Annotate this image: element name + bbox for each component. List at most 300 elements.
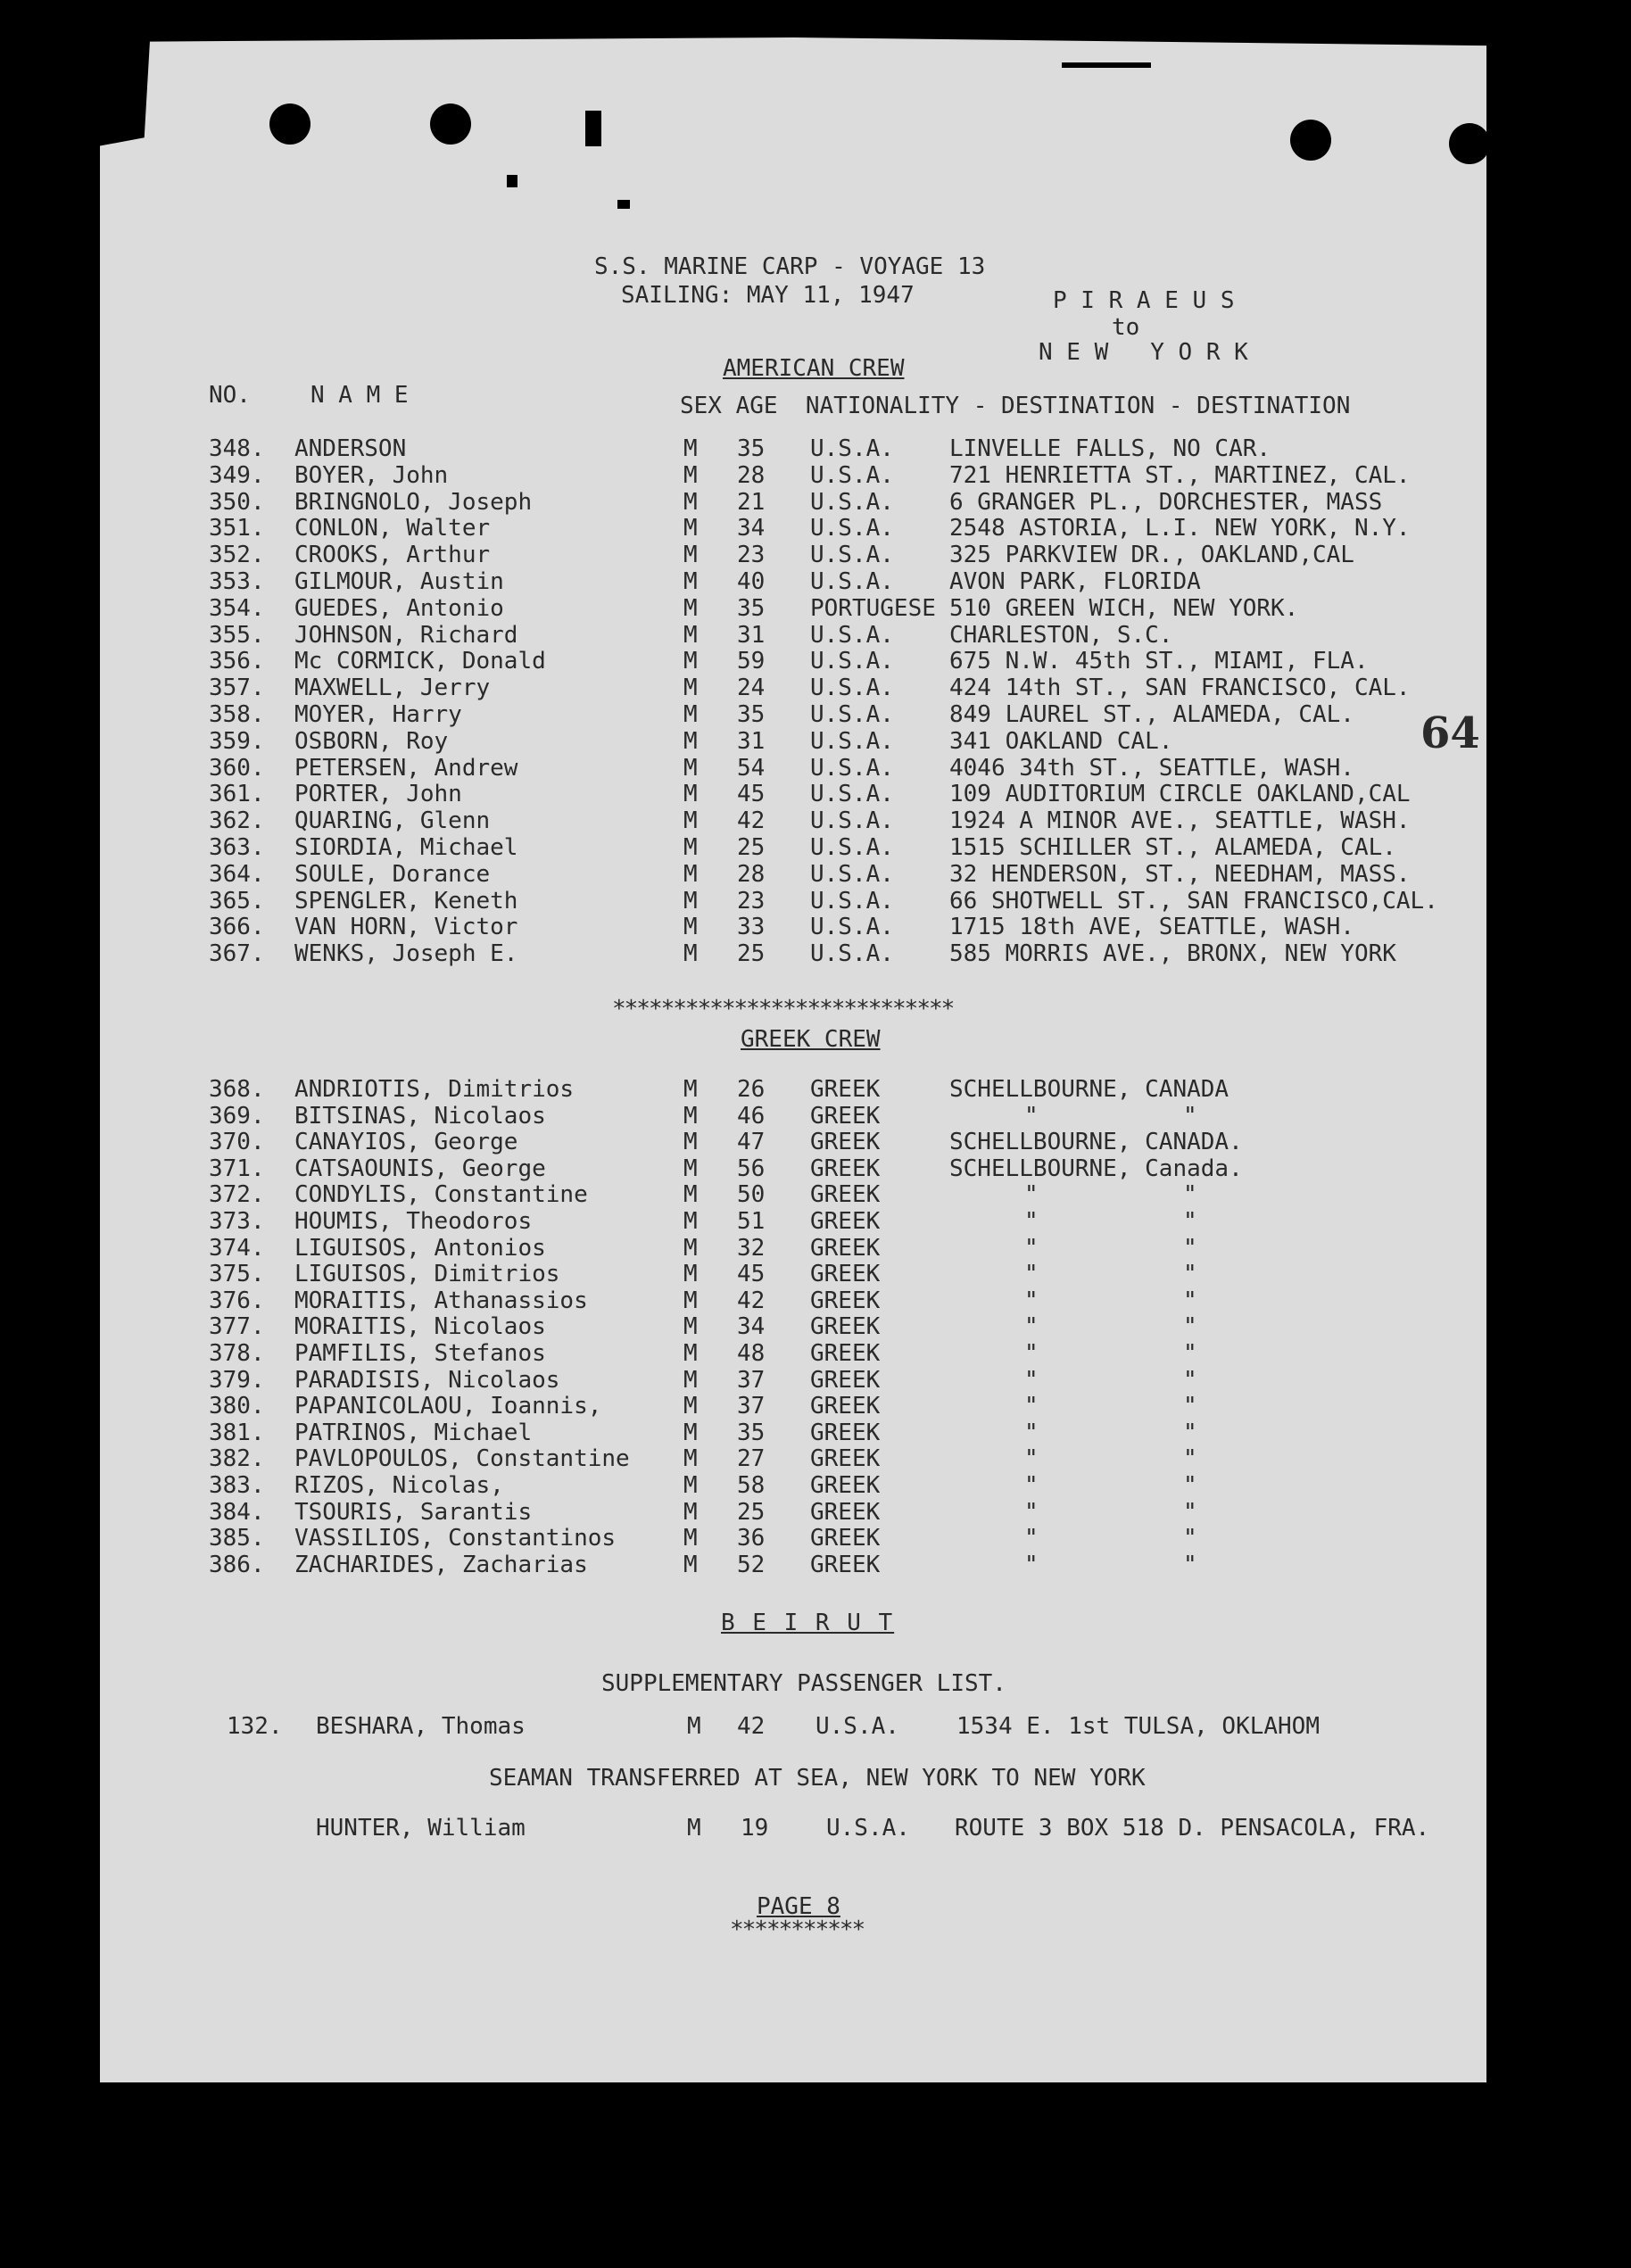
crew-destination: SCHELLBOURNE, CANADA: [949, 1076, 1229, 1103]
crew-destination-ditto: ": [1183, 1287, 1197, 1314]
crew-sex: M: [683, 435, 698, 462]
crew-no: 385.: [209, 1525, 265, 1552]
crew-sex: M: [683, 461, 698, 489]
crew-age: 31: [737, 621, 766, 649]
crew-sex: M: [683, 1525, 698, 1552]
crew-age: 33: [737, 914, 766, 941]
table-row: [0, 1445, 1631, 1472]
table-row: [0, 1076, 1631, 1103]
table-row: [0, 1155, 1631, 1182]
route-destination: N E W Y O R K: [1039, 339, 1248, 366]
crew-name: CONLON, Walter: [294, 515, 491, 542]
table-row: [0, 1393, 1631, 1420]
crew-destination: 66 SHOTWELL ST., SAN FRANCISCO,CAL.: [949, 887, 1438, 915]
crew-nationality: U.S.A.: [810, 461, 894, 489]
crew-nationality: U.S.A.: [810, 727, 894, 755]
crew-sex: M: [683, 1129, 698, 1156]
crew-sex: M: [683, 940, 698, 968]
table-row: [0, 1367, 1631, 1394]
crew-no: 365.: [209, 887, 265, 915]
crew-age: 35: [737, 594, 766, 622]
crew-nationality: U.S.A.: [810, 568, 894, 595]
crew-name: CONDYLIS, Constantine: [294, 1181, 588, 1209]
crew-no: 360.: [209, 754, 265, 782]
passenger-nationality: U.S.A.: [816, 1713, 899, 1740]
crew-age: 25: [737, 834, 766, 861]
ink-mark: [1062, 62, 1151, 68]
crew-sex: M: [683, 1498, 698, 1526]
crew-name: PARADISIS, Nicolaos: [294, 1366, 560, 1394]
crew-destination-ditto: ": [1024, 1393, 1039, 1420]
crew-destination: 6 GRANGER PL., DORCHESTER, MASS: [949, 488, 1383, 516]
crew-name: ANDERSON: [294, 435, 407, 462]
crew-destination-ditto: ": [1024, 1340, 1039, 1367]
crew-no: 350.: [209, 488, 265, 516]
crew-age: 42: [737, 1287, 766, 1314]
sailing-date-line: SAILING: MAY 11, 1947: [621, 282, 915, 309]
crew-nationality: U.S.A.: [810, 515, 894, 542]
crew-age: 51: [737, 1208, 766, 1235]
passenger-no: 132.: [227, 1713, 283, 1740]
page-label: PAGE 8: [757, 1893, 840, 1920]
table-row: [0, 888, 1631, 915]
crew-age: 35: [737, 435, 766, 462]
greek-crew-title: GREEK CREW: [741, 1026, 881, 1053]
crew-nationality: U.S.A.: [810, 914, 894, 941]
crew-nationality: GREEK: [810, 1340, 881, 1367]
crew-destination: SCHELLBOURNE, CANADA.: [949, 1129, 1243, 1156]
crew-no: 378.: [209, 1340, 265, 1367]
crew-no: 382.: [209, 1445, 265, 1473]
passenger-age: 42: [737, 1713, 766, 1740]
crew-destination-ditto: ": [1183, 1181, 1197, 1209]
beirut-title: B E I R U T: [721, 1610, 895, 1636]
crew-sex: M: [683, 914, 698, 941]
crew-name: BRINGNOLO, Joseph: [294, 488, 533, 516]
crew-nationality: U.S.A.: [810, 940, 894, 968]
crew-name: ANDRIOTIS, Dimitrios: [294, 1076, 575, 1103]
crew-destination-ditto: ": [1183, 1340, 1197, 1367]
crew-sex: M: [683, 621, 698, 649]
table-row: [0, 1499, 1631, 1526]
crew-destination-ditto: ": [1024, 1551, 1039, 1578]
table-row: [0, 834, 1631, 861]
crew-age: 31: [737, 727, 766, 755]
crew-sex: M: [683, 1076, 698, 1103]
crew-destination-ditto: ": [1024, 1181, 1039, 1209]
crew-destination: CHARLESTON, S.C.: [949, 621, 1173, 649]
column-header-no: NO.: [209, 382, 251, 409]
crew-no: 351.: [209, 515, 265, 542]
crew-sex: M: [683, 1419, 698, 1446]
crew-age: 25: [737, 940, 766, 968]
crew-no: 374.: [209, 1234, 265, 1262]
crew-sex: M: [683, 1102, 698, 1130]
crew-sex: M: [683, 675, 698, 702]
crew-destination-ditto: ": [1183, 1472, 1197, 1499]
punch-hole: [269, 103, 310, 145]
table-row: [0, 1261, 1631, 1287]
crew-age: 40: [737, 568, 766, 595]
crew-destination: 341 OAKLAND CAL.: [949, 727, 1173, 755]
crew-no: 376.: [209, 1287, 265, 1314]
crew-age: 35: [737, 1419, 766, 1446]
crew-nationality: GREEK: [810, 1076, 881, 1103]
crew-nationality: GREEK: [810, 1498, 881, 1526]
crew-destination: 1515 SCHILLER ST., ALAMEDA, CAL.: [949, 834, 1396, 861]
crew-destination: 510 GREEN WICH, NEW YORK.: [949, 594, 1299, 622]
crew-sex: M: [683, 1155, 698, 1182]
crew-destination: LINVELLE FALLS, NO CAR.: [949, 435, 1271, 462]
supplementary-list-title: SUPPLEMENTARY PASSENGER LIST.: [601, 1670, 1006, 1697]
crew-destination: 2548 ASTORIA, L.I. NEW YORK, N.Y.: [949, 515, 1411, 542]
crew-destination-ditto: ": [1183, 1498, 1197, 1526]
crew-name: SIORDIA, Michael: [294, 834, 518, 861]
crew-name: LIGUISOS, Antonios: [294, 1234, 546, 1262]
crew-name: CATSAOUNIS, George: [294, 1155, 546, 1182]
crew-sex: M: [683, 754, 698, 782]
crew-sex: M: [683, 1234, 698, 1262]
crew-no: 348.: [209, 435, 265, 462]
crew-no: 372.: [209, 1181, 265, 1209]
crew-age: 45: [737, 781, 766, 808]
crew-destination: 32 HENDERSON, ST., NEEDHAM, MASS.: [949, 860, 1411, 888]
table-row: [0, 781, 1631, 807]
crew-destination-ditto: ": [1183, 1525, 1197, 1552]
crew-no: 353.: [209, 568, 265, 595]
crew-nationality: GREEK: [810, 1234, 881, 1262]
table-row: [0, 1287, 1631, 1314]
crew-name: MORAITIS, Nicolaos: [294, 1313, 546, 1341]
section-separator: ****************************: [612, 996, 954, 1022]
crew-sex: M: [683, 1287, 698, 1314]
crew-sex: M: [683, 515, 698, 542]
crew-name: PORTER, John: [294, 781, 462, 808]
crew-name: MOYER, Harry: [294, 701, 462, 728]
crew-nationality: U.S.A.: [810, 754, 894, 782]
passenger-sex: M: [687, 1713, 701, 1740]
crew-sex: M: [683, 887, 698, 915]
crew-destination: AVON PARK, FLORIDA: [949, 568, 1201, 595]
crew-destination-ditto: ": [1183, 1102, 1197, 1130]
crew-nationality: GREEK: [810, 1208, 881, 1235]
crew-age: 56: [737, 1155, 766, 1182]
table-row: [0, 914, 1631, 940]
crew-destination-ditto: ": [1183, 1313, 1197, 1341]
crew-name: QUARING, Glenn: [294, 807, 491, 835]
crew-destination-ditto: ": [1183, 1234, 1197, 1262]
table-row: [0, 1129, 1631, 1155]
crew-destination: 585 MORRIS AVE., BRONX, NEW YORK: [949, 940, 1396, 968]
passenger-name: BESHARA, Thomas: [316, 1713, 526, 1740]
crew-name: PAVLOPOULOS, Constantine: [294, 1445, 630, 1473]
footer-stars: ***********: [730, 1916, 865, 1943]
crew-nationality: U.S.A.: [810, 834, 894, 861]
table-row: [0, 701, 1631, 728]
crew-nationality: GREEK: [810, 1287, 881, 1314]
crew-age: 48: [737, 1340, 766, 1367]
crew-nationality: U.S.A.: [810, 621, 894, 649]
crew-no: 379.: [209, 1366, 265, 1394]
crew-name: SOULE, Dorance: [294, 860, 491, 888]
crew-destination: 325 PARKVIEW DR., OAKLAND,CAL: [949, 542, 1354, 569]
crew-name: VASSILIOS, Constantinos: [294, 1525, 617, 1552]
crew-no: 383.: [209, 1472, 265, 1499]
route-origin: P I R A E U S: [1053, 287, 1235, 314]
crew-no: 369.: [209, 1102, 265, 1130]
punch-hole: [1290, 120, 1331, 161]
table-row: [0, 435, 1631, 462]
crew-name: WENKS, Joseph E.: [294, 940, 518, 968]
crew-destination-ditto: ": [1183, 1208, 1197, 1235]
table-row: [0, 542, 1631, 568]
crew-age: 28: [737, 461, 766, 489]
crew-sex: M: [683, 1208, 698, 1235]
ink-mark: [507, 175, 517, 187]
crew-no: 367.: [209, 940, 265, 968]
crew-destination: 4046 34th ST., SEATTLE, WASH.: [949, 754, 1354, 782]
table-row: [0, 1525, 1631, 1552]
punch-hole: [1449, 123, 1490, 164]
table-row: [0, 1552, 1631, 1578]
crew-age: 27: [737, 1445, 766, 1473]
crew-destination-ditto: ": [1024, 1445, 1039, 1473]
table-row: [0, 1235, 1631, 1262]
table-row: [0, 1208, 1631, 1235]
crew-name: GILMOUR, Austin: [294, 568, 504, 595]
crew-no: 354.: [209, 594, 265, 622]
table-row: [0, 622, 1631, 649]
crew-no: 366.: [209, 914, 265, 941]
crew-sex: M: [683, 594, 698, 622]
crew-no: 358.: [209, 701, 265, 728]
crew-age: 34: [737, 1313, 766, 1341]
crew-no: 359.: [209, 727, 265, 755]
crew-name: ZACHARIDES, Zacharias: [294, 1551, 588, 1578]
crew-sex: M: [683, 1551, 698, 1578]
table-row: [0, 861, 1631, 888]
crew-no: 362.: [209, 807, 265, 835]
crew-no: 349.: [209, 461, 265, 489]
crew-age: 37: [737, 1393, 766, 1420]
crew-destination-ditto: ": [1024, 1313, 1039, 1341]
crew-nationality: GREEK: [810, 1313, 881, 1341]
crew-nationality: GREEK: [810, 1393, 881, 1420]
crew-destination-ditto: ": [1024, 1261, 1039, 1288]
crew-sex: M: [683, 1472, 698, 1499]
crew-age: 58: [737, 1472, 766, 1499]
crew-destination: 1715 18th AVE, SEATTLE, WASH.: [949, 914, 1354, 941]
passenger-nationality: U.S.A.: [826, 1815, 910, 1842]
crew-sex: M: [683, 807, 698, 835]
crew-destination-ditto: ": [1024, 1366, 1039, 1394]
crew-nationality: GREEK: [810, 1525, 881, 1552]
crew-age: 50: [737, 1181, 766, 1209]
passenger-destination: ROUTE 3 BOX 518 D. PENSACOLA, FRA.: [955, 1815, 1430, 1842]
crew-no: 373.: [209, 1208, 265, 1235]
crew-name: OSBORN, Roy: [294, 727, 449, 755]
crew-name: VAN HORN, Victor: [294, 914, 518, 941]
crew-no: 357.: [209, 675, 265, 702]
crew-nationality: GREEK: [810, 1129, 881, 1156]
table-row: [0, 755, 1631, 782]
crew-nationality: U.S.A.: [810, 701, 894, 728]
crew-no: 381.: [209, 1419, 265, 1446]
crew-destination-ditto: ": [1024, 1287, 1039, 1314]
crew-name: GUEDES, Antonio: [294, 594, 504, 622]
table-row: [0, 728, 1631, 755]
table-row: [0, 807, 1631, 834]
crew-nationality: GREEK: [810, 1102, 881, 1130]
crew-destination-ditto: ": [1024, 1102, 1039, 1130]
crew-destination: 424 14th ST., SAN FRANCISCO, CAL.: [949, 675, 1411, 702]
crew-destination-ditto: ": [1024, 1234, 1039, 1262]
passenger-destination: 1534 E. 1st TULSA, OKLAHOM: [956, 1713, 1320, 1740]
crew-sex: M: [683, 488, 698, 516]
ship-voyage-line: S.S. MARINE CARP - VOYAGE 13: [594, 253, 986, 280]
crew-destination-ditto: ": [1183, 1551, 1197, 1578]
crew-sex: M: [683, 860, 698, 888]
table-row: [0, 568, 1631, 595]
crew-nationality: U.S.A.: [810, 542, 894, 569]
crew-name: MORAITIS, Athanassios: [294, 1287, 588, 1314]
crew-sex: M: [683, 542, 698, 569]
crew-no: 384.: [209, 1498, 265, 1526]
crew-no: 370.: [209, 1129, 265, 1156]
crew-no: 375.: [209, 1261, 265, 1288]
table-row: [0, 1103, 1631, 1130]
crew-nationality: U.S.A.: [810, 488, 894, 516]
crew-nationality: U.S.A.: [810, 887, 894, 915]
crew-destination-ditto: ": [1183, 1261, 1197, 1288]
ink-mark: [617, 200, 630, 209]
table-row: [0, 462, 1631, 489]
punch-hole: [430, 103, 471, 145]
crew-no: 361.: [209, 781, 265, 808]
crew-age: 59: [737, 648, 766, 675]
crew-no: 371.: [209, 1155, 265, 1182]
crew-destination: SCHELLBOURNE, Canada.: [949, 1155, 1243, 1182]
crew-name: RIZOS, Nicolas,: [294, 1472, 504, 1499]
handwritten-page-number: 64: [1420, 708, 1480, 758]
crew-destination-ditto: ": [1183, 1393, 1197, 1420]
crew-no: 380.: [209, 1393, 265, 1420]
crew-destination-ditto: ": [1024, 1208, 1039, 1235]
table-row: [0, 1181, 1631, 1208]
crew-age: 46: [737, 1102, 766, 1130]
crew-sex: M: [683, 1366, 698, 1394]
crew-destination: 109 AUDITORIUM CIRCLE OAKLAND,CAL: [949, 781, 1411, 808]
table-row: [0, 1340, 1631, 1367]
crew-no: 355.: [209, 621, 265, 649]
crew-no: 363.: [209, 834, 265, 861]
crew-sex: M: [683, 701, 698, 728]
crew-age: 34: [737, 515, 766, 542]
crew-age: 24: [737, 675, 766, 702]
crew-sex: M: [683, 648, 698, 675]
crew-no: 368.: [209, 1076, 265, 1103]
table-row: [0, 1420, 1631, 1446]
crew-sex: M: [683, 834, 698, 861]
crew-nationality: U.S.A.: [810, 648, 894, 675]
crew-nationality: U.S.A.: [810, 807, 894, 835]
crew-name: CANAYIOS, George: [294, 1129, 518, 1156]
crew-destination-ditto: ": [1024, 1525, 1039, 1552]
crew-nationality: GREEK: [810, 1181, 881, 1209]
crew-age: 32: [737, 1234, 766, 1262]
crew-destination: 849 LAUREL ST., ALAMEDA, CAL.: [949, 701, 1354, 728]
passenger-name: HUNTER, William: [316, 1815, 526, 1842]
crew-age: 52: [737, 1551, 766, 1578]
table-row: [0, 940, 1631, 967]
crew-name: BITSINAS, Nicolaos: [294, 1102, 546, 1130]
table-row: [0, 1472, 1631, 1499]
crew-age: 37: [737, 1366, 766, 1394]
table-row: [0, 595, 1631, 622]
crew-age: 47: [737, 1129, 766, 1156]
crew-name: CROOKS, Arthur: [294, 542, 491, 569]
transfer-title: SEAMAN TRANSFERRED AT SEA, NEW YORK TO NEW YORK: [489, 1765, 1146, 1792]
table-row: [0, 1713, 1631, 1740]
crew-sex: M: [683, 1313, 698, 1341]
table-row: [0, 648, 1631, 675]
table-row: [0, 1313, 1631, 1340]
crew-sex: M: [683, 1445, 698, 1473]
crew-age: 21: [737, 488, 766, 516]
crew-sex: M: [683, 1261, 698, 1288]
crew-nationality: GREEK: [810, 1419, 881, 1446]
crew-nationality: U.S.A.: [810, 860, 894, 888]
column-header-rest: SEX AGE NATIONALITY - DESTINATION - DESTINATION: [680, 393, 1351, 419]
crew-destination: 1924 A MINOR AVE., SEATTLE, WASH.: [949, 807, 1411, 835]
crew-name: Mc CORMICK, Donald: [294, 648, 546, 675]
crew-age: 25: [737, 1498, 766, 1526]
crew-nationality: GREEK: [810, 1445, 881, 1473]
crew-nationality: PORTUGESE: [810, 594, 936, 622]
crew-nationality: GREEK: [810, 1261, 881, 1288]
crew-no: 386.: [209, 1551, 265, 1578]
crew-destination-ditto: ": [1024, 1419, 1039, 1446]
crew-name: MAXWELL, Jerry: [294, 675, 491, 702]
crew-destination-ditto: ": [1024, 1498, 1039, 1526]
crew-name: HOUMIS, Theodoros: [294, 1208, 533, 1235]
crew-age: 23: [737, 887, 766, 915]
crew-no: 352.: [209, 542, 265, 569]
crew-age: 54: [737, 754, 766, 782]
crew-age: 36: [737, 1525, 766, 1552]
crew-destination-ditto: ": [1183, 1366, 1197, 1394]
crew-no: 356.: [209, 648, 265, 675]
crew-name: PAPANICOLAOU, Ioannis,: [294, 1393, 602, 1420]
crew-age: 23: [737, 542, 766, 569]
crew-age: 35: [737, 701, 766, 728]
crew-nationality: U.S.A.: [810, 675, 894, 702]
passenger-sex: M: [687, 1815, 701, 1842]
crew-no: 377.: [209, 1313, 265, 1341]
crew-destination-ditto: ": [1183, 1419, 1197, 1446]
ink-mark: [585, 111, 601, 146]
crew-sex: M: [683, 568, 698, 595]
table-row: [0, 515, 1631, 542]
crew-sex: M: [683, 1393, 698, 1420]
crew-nationality: U.S.A.: [810, 435, 894, 462]
route-to: to: [1112, 314, 1140, 341]
table-row: [0, 489, 1631, 516]
crew-nationality: GREEK: [810, 1551, 881, 1578]
crew-sex: M: [683, 1340, 698, 1367]
crew-sex: M: [683, 727, 698, 755]
crew-name: PAMFILIS, Stefanos: [294, 1340, 546, 1367]
